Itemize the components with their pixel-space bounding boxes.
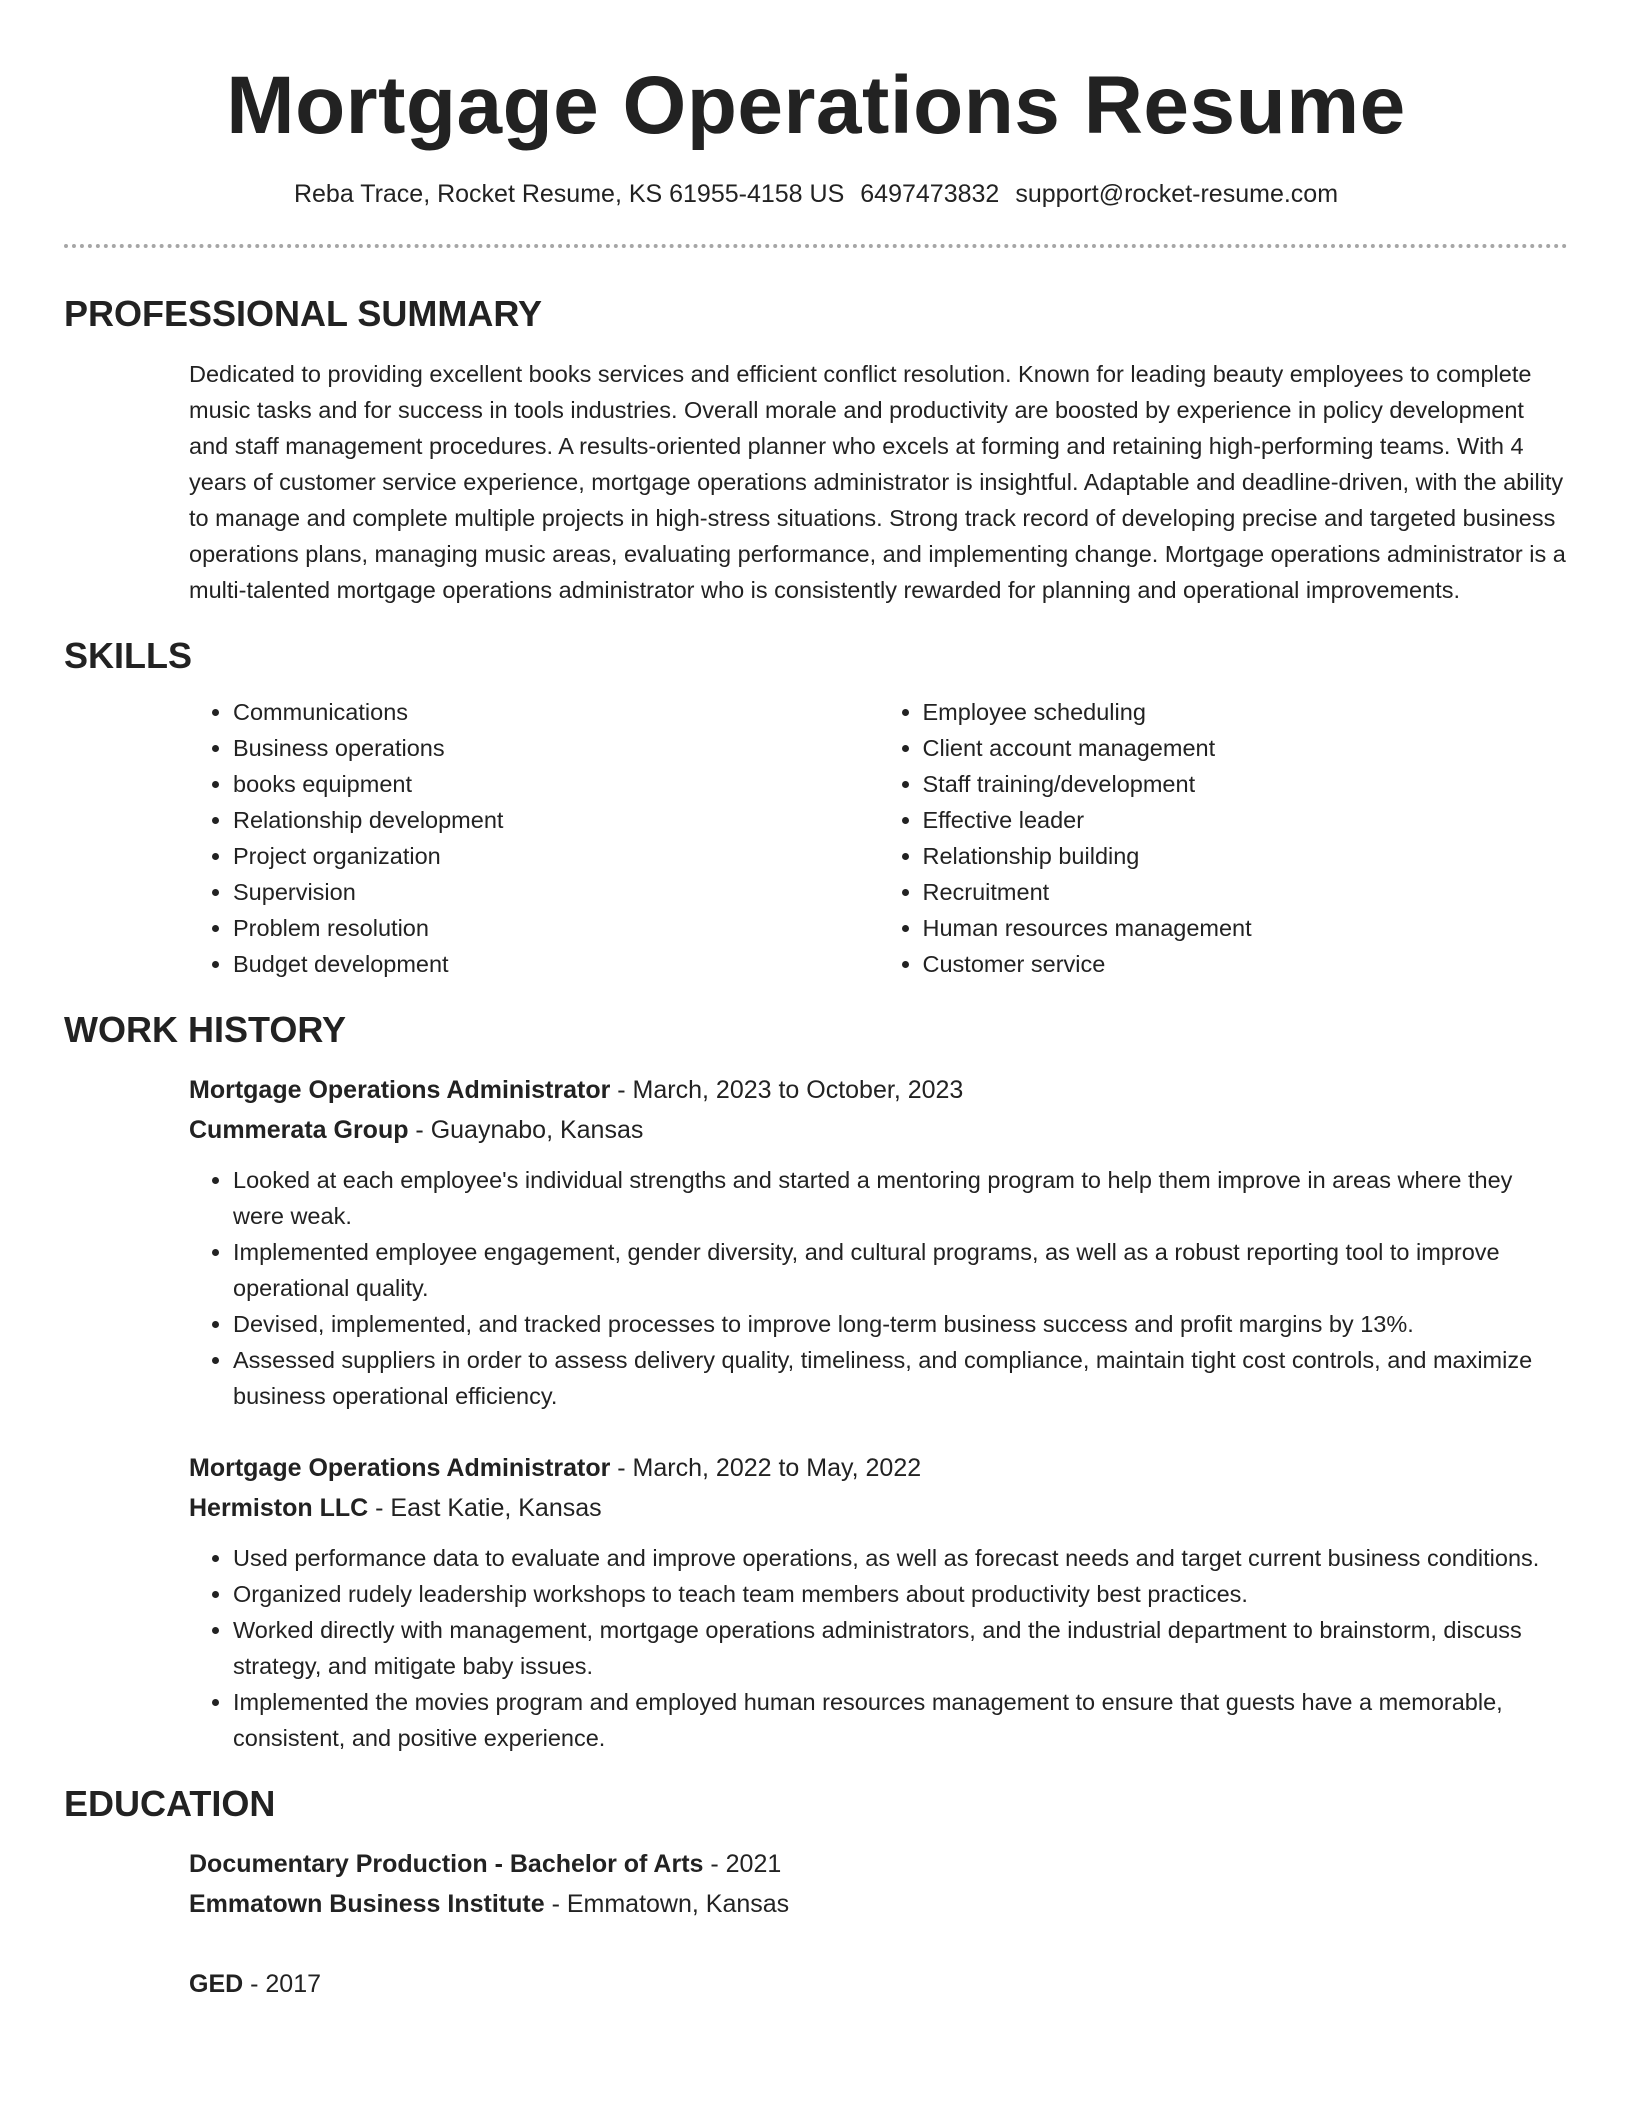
job-title: Mortgage Operations Administrator bbox=[189, 1076, 611, 1104]
job-dates: - March, 2023 to October, 2023 bbox=[610, 1076, 964, 1104]
summary-heading: PROFESSIONAL SUMMARY bbox=[64, 293, 543, 334]
education-year: - 2017 bbox=[243, 1970, 322, 1998]
education-section bbox=[0, 1782, 1632, 2004]
skills-column-left bbox=[189, 694, 879, 982]
skill-item: • Budget development bbox=[233, 946, 879, 982]
education-degree: Documentary Production - Bachelor of Arts bbox=[189, 1850, 704, 1878]
education-degree-line bbox=[189, 1844, 1568, 1884]
skill-item: • Recruitment bbox=[923, 874, 1569, 910]
contact-line bbox=[0, 178, 1632, 210]
work-history-heading: WORK HISTORY bbox=[64, 1009, 347, 1050]
skill-item: • Business operations bbox=[233, 730, 879, 766]
skill-item: • Supervision bbox=[233, 874, 879, 910]
job-bullet: • Implemented the movies program and employed human resources management to ensure that guests have a memorable, consistent, and positive experience. bbox=[233, 1684, 1568, 1756]
job-dates: - March, 2022 to May, 2022 bbox=[610, 1454, 922, 1482]
contact-email: support@rocket-resume.com bbox=[1015, 180, 1339, 208]
skill-item: • Client account management bbox=[923, 730, 1569, 766]
education-entry bbox=[189, 1844, 1568, 1924]
job-bullet: • Assessed suppliers in order to assess delivery quality, timeliness, and compliance, maintain tight cost controls, and maximize business operational efficiency. bbox=[233, 1342, 1568, 1414]
resume-title: Mortgage Operations Resume bbox=[226, 60, 1406, 151]
job-bullets bbox=[189, 1162, 1568, 1414]
skill-item: • Relationship development bbox=[233, 802, 879, 838]
job-company-line bbox=[189, 1488, 1568, 1528]
job-bullet: • Looked at each employee's individual strengths and started a mentoring program to help them improve in areas where they were weak. bbox=[233, 1162, 1568, 1234]
job-entry bbox=[189, 1448, 1568, 1756]
job-company: Cummerata Group bbox=[189, 1116, 409, 1144]
skill-item: • Effective leader bbox=[923, 802, 1569, 838]
education-school-line bbox=[189, 1884, 1568, 1924]
job-bullet: • Devised, implemented, and tracked processes to improve long-term business success and profit margins by 13%. bbox=[233, 1306, 1568, 1342]
job-bullet: • Worked directly with management, mortgage operations administrators, and the industrial department to brainstorm, discuss strategy, and mitigate baby issues. bbox=[233, 1612, 1568, 1684]
skills-section bbox=[0, 634, 1632, 982]
job-location: - Guaynabo, Kansas bbox=[408, 1116, 644, 1144]
job-title-line bbox=[189, 1448, 1568, 1488]
skill-item: • Employee scheduling bbox=[923, 694, 1569, 730]
education-location: - Emmatown, Kansas bbox=[544, 1890, 790, 1918]
education-degree-line bbox=[189, 1964, 1568, 2004]
skills-list bbox=[189, 694, 1568, 982]
job-bullet: • Implemented employee engagement, gender diversity, and cultural programs, as well as a robust reporting tool to improve operational quality. bbox=[233, 1234, 1568, 1306]
job-company: Hermiston LLC bbox=[189, 1494, 369, 1522]
skill-item: • Customer service bbox=[923, 946, 1569, 982]
education-school: Emmatown Business Institute bbox=[189, 1890, 545, 1918]
skills-heading: SKILLS bbox=[64, 635, 193, 676]
job-bullet: • Organized rudely leadership workshops to teach team members about productivity best practices. bbox=[233, 1576, 1568, 1612]
work-history-section bbox=[0, 1008, 1632, 1756]
skill-item: • Communications bbox=[233, 694, 879, 730]
job-bullet: • Used performance data to evaluate and improve operations, as well as forecast needs and target current business conditions. bbox=[233, 1540, 1568, 1576]
contact-phone: 6497473832 bbox=[860, 180, 1000, 208]
skill-item: • Relationship building bbox=[923, 838, 1569, 874]
skill-item: • Staff training/development bbox=[923, 766, 1569, 802]
summary-text: Dedicated to providing excellent books services and efficient conflict resolution. Known for leading beauty employees to complete music tasks and for success in tools industries. Overall morale and productivity are boosted by experience in policy development and staff management procedures. A results-oriented planner who excels at forming and retaining high-performing teams. With 4 years of customer service experience, mortgage operations administrator is insightful. Adaptable and deadline-driven, with the ability to manage and complete multiple projects in high-stress situations. Strong track record of developing precise and targeted business operations plans, managing music areas, evaluating performance, and implementing change. Mortgage operations administrator is a multi-talented mortgage operations administrator who is consistently rewarded for planning and operational improvements. bbox=[189, 361, 1566, 603]
header-divider bbox=[64, 244, 1568, 248]
job-bullets bbox=[189, 1540, 1568, 1756]
job-location: - East Katie, Kansas bbox=[368, 1494, 602, 1522]
contact-address: Reba Trace, Rocket Resume, KS 61955-4158 US bbox=[293, 180, 845, 208]
job-entry bbox=[189, 1070, 1568, 1414]
skill-item: • books equipment bbox=[233, 766, 879, 802]
education-entry bbox=[189, 1964, 1568, 2004]
job-company-line bbox=[189, 1110, 1568, 1150]
education-degree: GED bbox=[189, 1970, 244, 1998]
education-year: - 2021 bbox=[703, 1850, 782, 1878]
job-title: Mortgage Operations Administrator bbox=[189, 1454, 611, 1482]
skill-item: • Human resources management bbox=[923, 910, 1569, 946]
skill-item: • Project organization bbox=[233, 838, 879, 874]
skill-item: • Problem resolution bbox=[233, 910, 879, 946]
education-heading: EDUCATION bbox=[64, 1783, 276, 1824]
job-title-line bbox=[189, 1070, 1568, 1110]
summary-section bbox=[0, 292, 1632, 608]
skills-column-right bbox=[879, 694, 1569, 982]
